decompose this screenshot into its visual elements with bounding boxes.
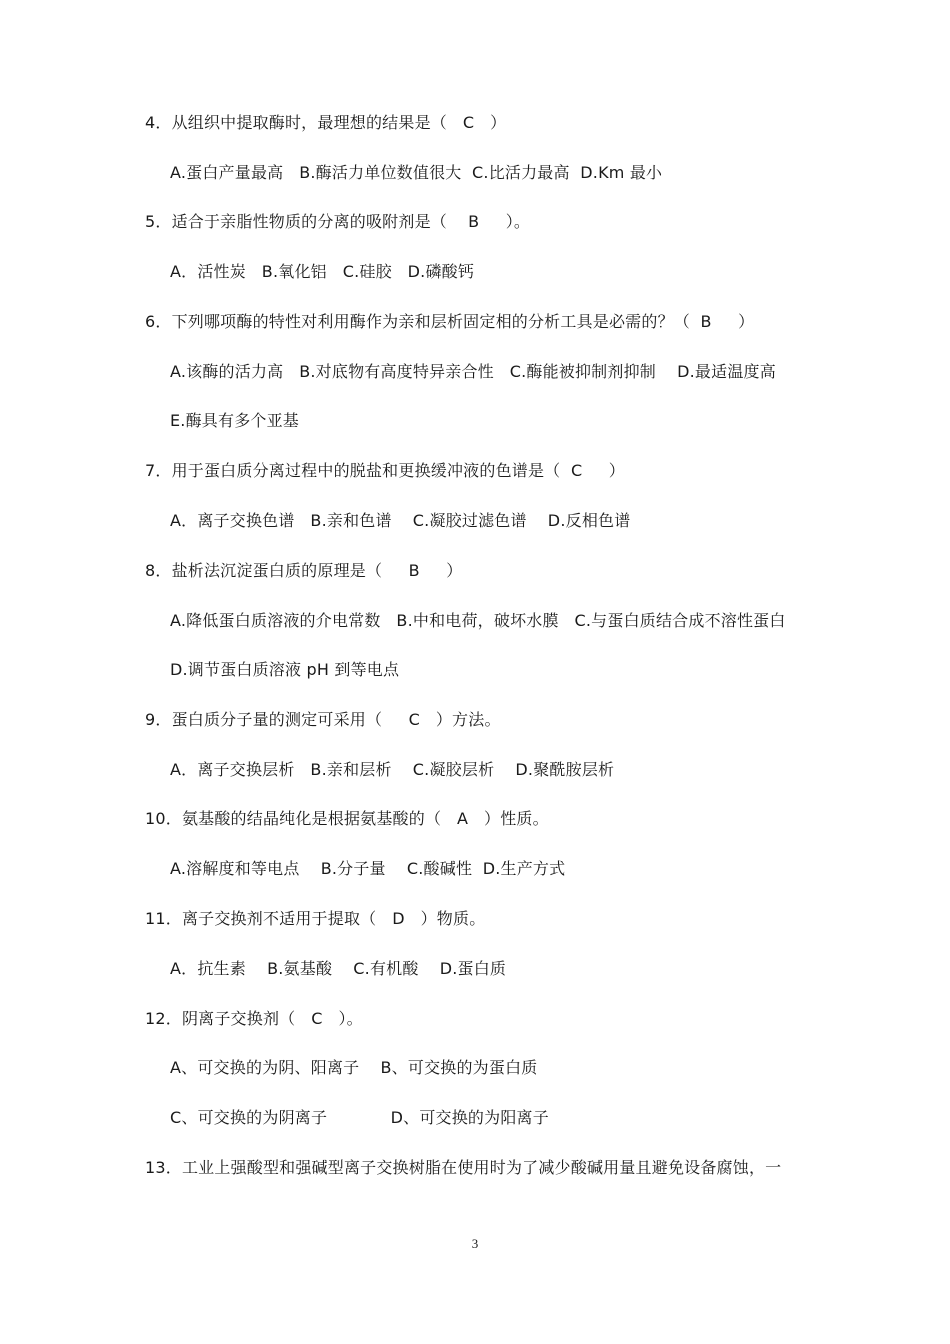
options-7: A．离子交换色谱 B.亲和色谱 C.凝胶过滤色谱 D.反相色谱 [170,511,631,530]
question-6: 6．下列哪项酶的特性对利用酶作为亲和层析固定相的分析工具是必需的？（ B ） [145,312,755,331]
options-6: A.该酶的活力高 B.对底物有高度特异亲合性 C.酶能被抑制剂抑制 D.最适温度高 [170,362,776,381]
question-7: 7．用于蛋白质分离过程中的脱盐和更换缓冲液的色谱是（ C ） [145,461,625,480]
options-10: A.溶解度和等电点 B.分子量 C.酸碱性 D.生产方式 [170,859,566,878]
question-5: 5．适合于亲脂性物质的分离的吸附剂是（ B ）。 [145,212,531,231]
question-12: 12．阴离子交换剂（ C ）。 [145,1009,363,1028]
options-12: A、可交换的为阴、阳离子 B、可交换的为蛋白质 [170,1058,538,1077]
options-8: A.降低蛋白质溶液的介电常数 B.中和电荷，破坏水膜 C.与蛋白质结合成不溶性蛋白 [170,611,786,630]
question-11: 11．离子交换剂不适用于提取（ D ）物质。 [145,909,486,928]
options-12-cont: C、可交换的为阴离子 D、可交换的为阳离子 [170,1108,549,1127]
options-8-cont: D.调节蛋白质溶液 pH 到等电点 [170,660,400,679]
options-11: A．抗生素 B.氨基酸 C.有机酸 D.蛋白质 [170,959,507,978]
options-5: A．活性炭 B.氧化铝 C.硅胶 D.磷酸钙 [170,262,475,281]
question-10: 10．氨基酸的结晶纯化是根据氨基酸的（ A ）性质。 [145,809,549,828]
question-4: 4．从组织中提取酶时，最理想的结果是（ C ） [145,113,507,132]
question-8: 8．盐析法沉淀蛋白质的原理是（ B ） [145,561,463,580]
options-9: A．离子交换层析 B.亲和层析 C.凝胶层析 D.聚酰胺层析 [170,760,615,779]
options-4: A.蛋白产量最高 B.酶活力单位数值很大 C.比活力最高 D.Km 最小 [170,163,663,182]
options-6-cont: E.酶具有多个亚基 [170,411,299,430]
page-number: 3 [471,1236,479,1251]
question-9: 9．蛋白质分子量的测定可采用（ C ）方法。 [145,710,501,729]
question-13: 13．工业上强酸型和强碱型离子交换树脂在使用时为了减少酸碱用量且避免设备腐蚀，一 [145,1158,782,1177]
